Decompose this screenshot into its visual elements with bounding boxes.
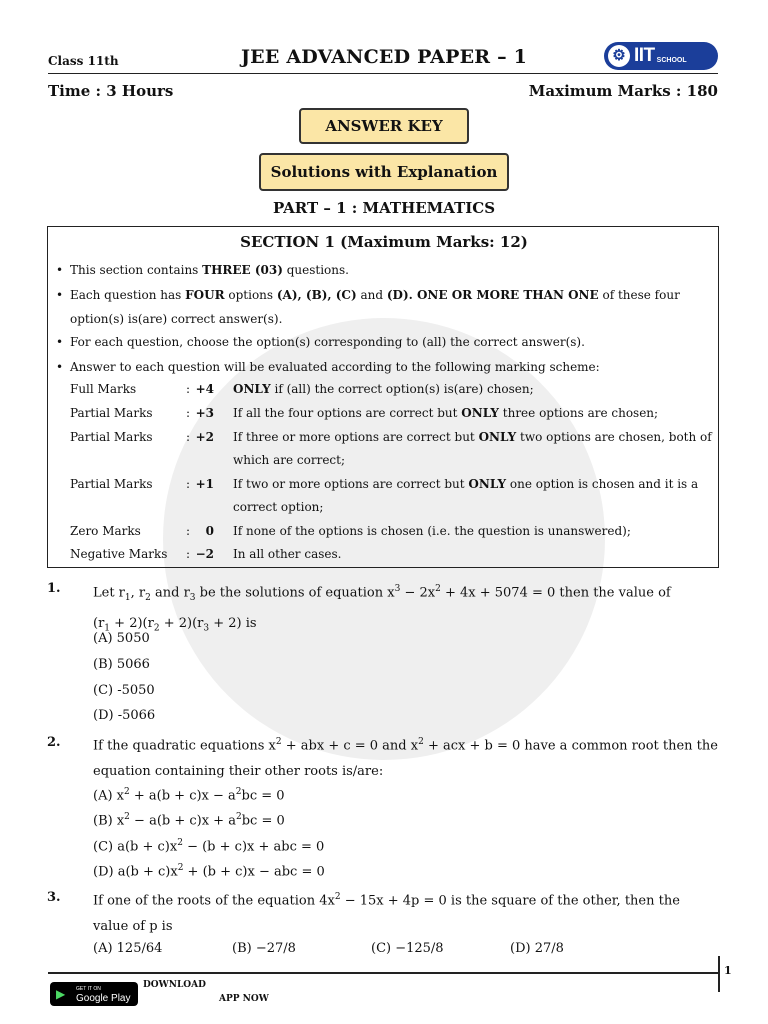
scheme-value: +1 [195,477,214,491]
scheme-description [233,378,713,401]
scheme-description-part: If none of the options is chosen (i.e. the question is unanswered); [233,524,631,538]
scheme-description [233,402,713,425]
question-2-text: If the quadratic equations $x^2$ + abx + c = 0 and $x^2$ + acx + b = 0 have a common root then the equation containing their other roots is/are: [93,737,718,780]
scheme-description [233,543,713,566]
q1-option-b[interactable]: (B) 5066 [93,657,150,672]
bullet-bold: FOUR [185,288,225,302]
q2-option-b[interactable]: (B) $x^2 - a(b + c)x + a^2bc = 0$ [93,812,285,829]
scheme-description-part: one option is chosen and it is a correct option; [233,477,699,514]
bullet-bold: THREE (03) [202,263,283,277]
bullet-choose: • For each question, choose the option(s) corresponding to (all) the correct answer(s). [70,334,710,350]
iit-school-logo [604,42,718,70]
scheme-colon: : [186,406,191,420]
download-label: DOWNLOAD [143,980,206,990]
scheme-description-part: ONLY [233,382,271,396]
bullet-text: and [356,288,387,302]
scheme-label: Partial Marks [70,477,153,491]
scheme-colon: : [186,477,191,491]
question-1-text: Let $r_1$, $r_2$ and $r_3$ be the solutions of equation $x^3 - 2x^2 + 4x + 5074 = 0$ then the value of $(r_1 + 2)(r_2 + 2)(r_3 + 2)$ is [93,584,671,634]
bullet-text: options [224,288,277,302]
scheme-colon: : [186,430,191,444]
scheme-colon: : [186,547,191,561]
scheme-description-part: ONLY [461,406,499,420]
q2-option-a[interactable]: (A) $x^2 + a(b + c)x - a^2bc = 0$ [93,787,285,804]
scheme-value: −2 [195,547,214,561]
solutions-button[interactable]: Solutions with Explanation [259,153,509,191]
scheme-value: 0 [205,524,214,538]
q1-option-c[interactable]: (C) -5050 [93,683,155,698]
answer-key-button[interactable]: ANSWER KEY [299,108,469,144]
page-number: 1 [724,964,732,977]
bullet-text: Each question has [70,288,186,302]
scheme-label: Zero Marks [70,524,141,538]
scheme-description-part: if (all) the correct option(s) is(are) chosen; [270,382,534,396]
q3-option-d[interactable]: (D) 27/8 [510,941,564,956]
scheme-colon: : [186,382,191,396]
bullet-text: This section contains [70,263,203,277]
time-label: Time : 3 Hours [48,82,174,100]
scheme-label: Partial Marks [70,406,153,420]
scheme-description [233,473,713,519]
play-store-icon: ▶ [56,987,66,1001]
scheme-description [233,520,713,543]
gear-icon: ⚙ [608,45,630,67]
class-label: Class 11th [48,54,119,68]
bullet-text: of these four option(s) is(are) correct answer(s). [70,288,680,326]
scheme-description-part: If two or more options are correct but [233,477,469,491]
scheme-value: +3 [195,406,214,420]
scheme-description-part: If three or more options are correct but [233,430,479,444]
page-marker [718,956,720,992]
scheme-description-part: ONLY [478,430,517,444]
scheme-label: Partial Marks [70,430,153,444]
max-marks-label: Maximum Marks : 180 [528,82,718,100]
paper-title: JEE ADVANCED PAPER – 1 [240,46,528,68]
scheme-description-part: In all other cases. [233,547,342,561]
q3-option-c[interactable]: (C) −125/8 [371,941,444,956]
scheme-description-part: three options are chosen; [498,406,659,420]
scheme-value: +2 [195,430,214,444]
scheme-description-part: ONLY [468,477,507,491]
logo-subtext: SCHOOL [656,56,687,64]
scheme-colon: : [186,524,191,538]
bullet-bold: (D). ONE OR MORE THAN ONE [386,288,599,302]
q1-option-d[interactable]: (D) -5066 [93,708,156,723]
app-now-label: APP NOW [219,994,269,1004]
bullet-text: questions. [282,263,349,277]
scheme-label: Full Marks [70,382,137,396]
q3-option-a[interactable]: (A) 125/64 [93,941,163,956]
store-small-text: GET IT ON [76,986,101,992]
part-title: PART – 1 : MATHEMATICS [272,199,496,217]
q1-option-a[interactable]: (A) 5050 [93,631,150,646]
question-number: 2. [47,735,61,750]
logo-text: IIT [634,45,655,66]
store-big-text: Google Play [76,993,131,1004]
scheme-description-part: two options are chosen, both of which are correct; [233,430,712,467]
q3-option-b[interactable]: (B) −27/8 [232,941,296,956]
q2-option-d[interactable]: (D) $a(b + c)x^2 + (b + c)x$ − abc = 0 [93,863,325,880]
scheme-description-part: If all the four options are correct but [233,406,462,420]
scheme-value: +4 [195,382,214,396]
bullet-scheme-intro: • Answer to each question will be evaluated according to the following marking scheme: [70,359,710,375]
question-3-text: If one of the roots of the equation $4x^2 - 15x + 4p = 0$ is the square of the other, then the value of p is [93,892,680,935]
footer-divider [48,972,718,974]
question-number: 1. [47,581,61,596]
question-number: 3. [47,890,61,905]
scheme-label: Negative Marks [70,547,168,561]
q2-option-c[interactable]: (C) $a(b + c)x^2 - (b + c)x$ + abc = 0 [93,838,325,855]
scheme-description [233,426,713,472]
section-title: SECTION 1 (Maximum Marks: 12) [240,233,528,251]
bullet-bold: (A), (B), (C) [276,288,357,302]
header-divider [48,73,718,74]
store-text [76,985,130,1003]
google-play-badge[interactable] [50,982,138,1006]
bullet-options-info [70,283,710,331]
bullet-section-count [70,262,710,278]
